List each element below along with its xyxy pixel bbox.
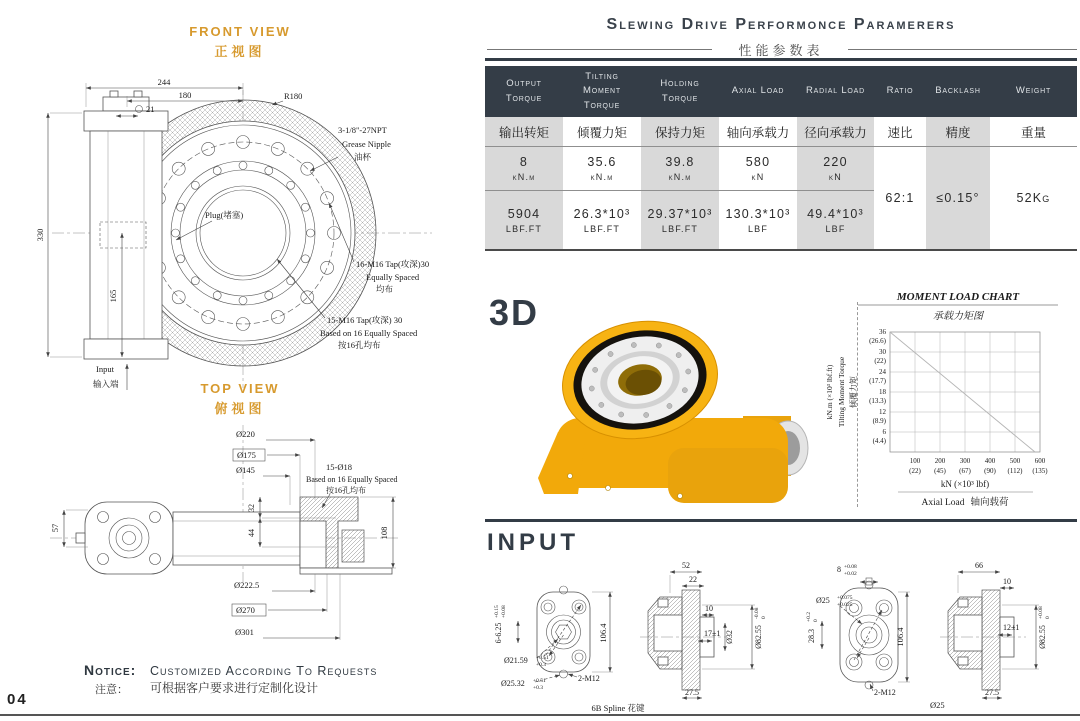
svg-text:(4.4): (4.4) bbox=[872, 437, 886, 445]
svg-text:0: 0 bbox=[813, 619, 819, 622]
col-header-zh: 精度 bbox=[926, 117, 990, 147]
left-technical-drawings bbox=[0, 0, 480, 721]
imperial-cell: 29.37*10³ LBF.FT bbox=[641, 191, 719, 249]
backlash-value: ≤0.15° bbox=[926, 147, 990, 249]
subtitle-rule-right bbox=[848, 49, 1077, 50]
dim-108: 108 bbox=[379, 526, 389, 540]
front-view-housing bbox=[84, 91, 168, 359]
notice-text-zh: 可根据客户要求进行定制化设计 bbox=[150, 681, 319, 695]
input-drawing-key-flange bbox=[806, 564, 945, 710]
dim-10: 10 bbox=[1003, 577, 1011, 586]
holes-label-2: Based on 16 Equally Spaced bbox=[306, 475, 398, 484]
tap15-label-1: 15-M16 Tap(攻深) 30 bbox=[327, 315, 403, 325]
dim-32: 32 bbox=[247, 504, 256, 512]
dim-dia-2532 bbox=[501, 678, 546, 691]
svg-text:(8.9): (8.9) bbox=[872, 417, 886, 425]
top-view-title: TOP VIEW bbox=[200, 381, 280, 396]
col-header-backlash: Backlash bbox=[926, 66, 990, 117]
chart-y-axis-label: Tilting Moment Torque bbox=[837, 356, 846, 428]
svg-text:(17.7): (17.7) bbox=[869, 377, 886, 385]
metric-cell: 580 kN bbox=[719, 147, 797, 191]
svg-text:Ø82.55: Ø82.55 bbox=[1038, 625, 1047, 649]
moment-load-chart bbox=[818, 288, 1080, 518]
col-header-zh: 重量 bbox=[990, 117, 1077, 147]
page-number: 04 bbox=[7, 691, 28, 708]
dim-r180: R180 bbox=[284, 91, 303, 101]
svg-text:+0.08: +0.08 bbox=[501, 605, 507, 618]
svg-text:0: 0 bbox=[1045, 616, 1051, 619]
dim-145: Ø145 bbox=[236, 465, 255, 475]
chart-title-zh: 承载力矩图 bbox=[933, 311, 983, 322]
grease-nipple-label-zh: 油杯 bbox=[354, 152, 372, 162]
bolts-label: 2-M12 bbox=[578, 674, 600, 683]
dim-301: Ø301 bbox=[235, 627, 254, 637]
front-view-title: FRONT VIEW bbox=[189, 24, 291, 39]
svg-text:(112): (112) bbox=[1007, 467, 1023, 475]
svg-text:(67): (67) bbox=[959, 467, 971, 475]
svg-text:(90): (90) bbox=[984, 467, 996, 475]
page-subtitle-zh: 性能参数表 bbox=[738, 43, 824, 58]
col-header-zh: 轴向承载力 bbox=[719, 117, 797, 147]
tap15-label-2: Based on 16 Equally Spaced bbox=[320, 328, 418, 338]
svg-text:12: 12 bbox=[879, 408, 886, 416]
svg-text:100: 100 bbox=[909, 457, 921, 465]
dim-depth-283 bbox=[806, 612, 819, 643]
chart-title: MOMENT LOAD CHART bbox=[896, 291, 1020, 303]
notice-label-zh: 注意： bbox=[95, 684, 128, 696]
col-header-output-torque: Output Torque bbox=[485, 66, 563, 117]
holes-label-3: 按16孔均布 bbox=[326, 486, 366, 495]
chart-y-axis-unit: kN.m (×10³ lbf.ft) bbox=[825, 364, 834, 420]
dim-1064: 106.4 bbox=[895, 627, 905, 647]
svg-text:24: 24 bbox=[879, 368, 886, 376]
dim-57: 57 bbox=[50, 523, 60, 533]
bolts-label: 2-M12 bbox=[874, 688, 896, 697]
svg-text:28.3: 28.3 bbox=[807, 629, 816, 643]
dim-220: Ø220 bbox=[236, 429, 255, 439]
subtitle-rule-left bbox=[487, 49, 712, 50]
metric-cell: 39.8 kN.m bbox=[641, 147, 719, 191]
col-header-tilting-moment-torque: Tilting Moment Torque bbox=[563, 66, 641, 117]
svg-text:400: 400 bbox=[984, 457, 996, 465]
svg-text:18: 18 bbox=[879, 388, 886, 396]
parameters-table bbox=[485, 66, 1077, 251]
svg-text:+0.08: +0.08 bbox=[844, 564, 857, 570]
svg-text:0: 0 bbox=[761, 616, 767, 619]
svg-text:+0.3: +0.3 bbox=[536, 662, 546, 668]
col-header-zh: 输出转矩 bbox=[485, 117, 563, 147]
input-drawing-section-bore bbox=[940, 561, 1051, 698]
input-shaft-label: Input bbox=[96, 364, 114, 374]
svg-text:500: 500 bbox=[1009, 457, 1021, 465]
caption-6b-spline: 6B Spline 花键 bbox=[591, 703, 645, 713]
svg-text:+0.51: +0.51 bbox=[536, 655, 549, 661]
chart-x-axis-unit: kN (×10³ lbf) bbox=[940, 479, 990, 489]
dim-17: 17±1 bbox=[704, 629, 721, 638]
svg-text:+0.075: +0.075 bbox=[837, 595, 853, 601]
svg-text:(22): (22) bbox=[874, 357, 886, 365]
col-header-zh: 速比 bbox=[874, 117, 926, 147]
svg-text:36: 36 bbox=[879, 328, 886, 336]
svg-text:+0.025: +0.025 bbox=[837, 602, 853, 608]
imperial-cell: 26.3*10³ LBF.FT bbox=[573, 206, 631, 234]
metric-cell: 8 kN.m bbox=[485, 147, 563, 191]
tap15-label-3: 按16孔均布 bbox=[338, 340, 381, 350]
chart-y-axis-label-zh: 倾覆力矩 bbox=[849, 376, 858, 408]
svg-text:+0.15: +0.15 bbox=[494, 605, 500, 618]
dim-175: Ø175 bbox=[237, 450, 256, 460]
col-header-zh: 径向承载力 bbox=[797, 117, 874, 147]
top-view-title-zh: 俯视图 bbox=[214, 401, 266, 416]
notice-label: Notice: bbox=[84, 662, 137, 678]
tap16-label-1: 16-M16 Tap(攻深)30 bbox=[356, 259, 430, 269]
dim-270: Ø270 bbox=[236, 605, 255, 615]
input-drawing-section-spline bbox=[640, 561, 767, 698]
tap16-label-3: 均布 bbox=[376, 284, 394, 294]
3d-render bbox=[528, 298, 848, 513]
input-section-rule bbox=[485, 519, 1077, 522]
dim-165: 165 bbox=[108, 289, 118, 303]
dim-22: 22 bbox=[689, 575, 697, 584]
dim-330: 330 bbox=[35, 228, 45, 242]
weight-value: 52Kg bbox=[1016, 191, 1051, 205]
svg-text:(135): (135) bbox=[1032, 467, 1048, 475]
imperial-cell: 49.4*10³ LBF bbox=[797, 191, 874, 249]
svg-text:-0.08: -0.08 bbox=[754, 607, 760, 619]
top-view-body bbox=[50, 425, 400, 583]
plug-label: Plug(堵塞) bbox=[205, 210, 244, 220]
input-drawings bbox=[480, 545, 1080, 721]
dim-52: 52 bbox=[682, 561, 690, 570]
svg-text:300: 300 bbox=[959, 457, 971, 465]
svg-text:Ø25.32: Ø25.32 bbox=[501, 679, 525, 688]
input-drawing-spline-flange bbox=[494, 586, 645, 713]
svg-text:+0.2: +0.2 bbox=[806, 612, 812, 622]
ratio-value: 62:1 bbox=[885, 191, 915, 205]
svg-text:Ø25: Ø25 bbox=[816, 596, 830, 605]
chart-x-ticks bbox=[909, 457, 1048, 475]
dim-10: 10 bbox=[705, 604, 713, 613]
dim-dia32: Ø32 bbox=[725, 630, 734, 644]
dim-dia8255 bbox=[1038, 606, 1051, 649]
col-header-ratio: Ratio bbox=[874, 66, 926, 117]
svg-text:(26.6): (26.6) bbox=[869, 337, 886, 345]
col-header-radial-load: Radial Load bbox=[797, 66, 874, 117]
imperial-cell: 5904 LBF.FT bbox=[485, 191, 563, 249]
input-shaft-label-zh: 输入端 bbox=[93, 379, 119, 389]
holes-label-1: 15-Ø18 bbox=[326, 462, 352, 472]
svg-text:6: 6 bbox=[882, 428, 886, 436]
svg-text:8: 8 bbox=[837, 565, 841, 574]
chart-grid bbox=[890, 332, 1040, 452]
svg-text:Ø21.59: Ø21.59 bbox=[504, 656, 528, 665]
3d-label: 3D bbox=[489, 292, 540, 333]
dim-dia-25 bbox=[816, 595, 853, 608]
dim-244: 244 bbox=[157, 77, 171, 87]
input-section-title: INPUT bbox=[487, 529, 579, 556]
dim-key-8 bbox=[837, 564, 857, 577]
dim-1064: 106.4 bbox=[598, 623, 608, 643]
dim-66: 66 bbox=[975, 561, 983, 570]
grease-nipple-label: Grease Nipple bbox=[342, 139, 391, 149]
col-header-zh: 保持力矩 bbox=[641, 117, 719, 147]
metric-cell: 220 kN bbox=[797, 147, 874, 191]
chart-y-ticks bbox=[869, 328, 887, 445]
col-header-weight: Weight bbox=[990, 66, 1077, 117]
col-header-axial-load: Axial Load bbox=[719, 66, 797, 117]
dim-180: 180 bbox=[178, 90, 192, 100]
notice-text: Customized According To Requests bbox=[150, 664, 378, 678]
col-header-zh: 倾覆力矩 bbox=[563, 117, 641, 147]
svg-text:+0.51: +0.51 bbox=[533, 678, 546, 684]
dim-12: 12±1 bbox=[1003, 623, 1020, 632]
metric-cell: 35.6 kN.m bbox=[563, 147, 641, 191]
dim-21: 21 bbox=[146, 104, 155, 114]
svg-text:600: 600 bbox=[1034, 457, 1046, 465]
svg-text:(45): (45) bbox=[934, 467, 946, 475]
chart-x-axis-label: Axial Load 轴向载荷 bbox=[921, 498, 1009, 508]
svg-text:+0.08: +0.08 bbox=[1038, 606, 1044, 619]
svg-text:+0.3: +0.3 bbox=[533, 685, 543, 691]
svg-text:(22): (22) bbox=[909, 467, 921, 475]
dim-dia8255 bbox=[754, 607, 767, 649]
svg-text:30: 30 bbox=[879, 348, 886, 356]
svg-text:6-6.25: 6-6.25 bbox=[494, 622, 503, 644]
dim-44: 44 bbox=[247, 529, 256, 537]
dim-dia-2159 bbox=[504, 655, 549, 668]
svg-text:Ø82.55: Ø82.55 bbox=[754, 625, 763, 649]
grease-npt-label: 3-1/8"-27NPT bbox=[338, 125, 387, 135]
svg-text:+0.02: +0.02 bbox=[844, 571, 857, 577]
svg-text:200: 200 bbox=[934, 457, 946, 465]
table-top-rule bbox=[485, 58, 1077, 61]
page-title: Slewing Drive Performonce Paramerers bbox=[606, 16, 956, 33]
col-header-holding-torque: Holding Torque bbox=[641, 66, 719, 117]
dim-spline bbox=[494, 605, 507, 643]
caption-dia25: Ø25 bbox=[930, 700, 945, 710]
front-view-title-zh: 正视图 bbox=[214, 44, 266, 59]
dim-275: 27.5 bbox=[685, 688, 699, 697]
svg-text:(13.3): (13.3) bbox=[869, 397, 886, 405]
dim-275: 27.5 bbox=[985, 688, 999, 697]
imperial-cell: 130.3*10³ LBF bbox=[725, 206, 791, 234]
tap16-label-2: Equally Spaced bbox=[366, 272, 420, 282]
dim-2225: Ø222.5 bbox=[234, 580, 260, 590]
